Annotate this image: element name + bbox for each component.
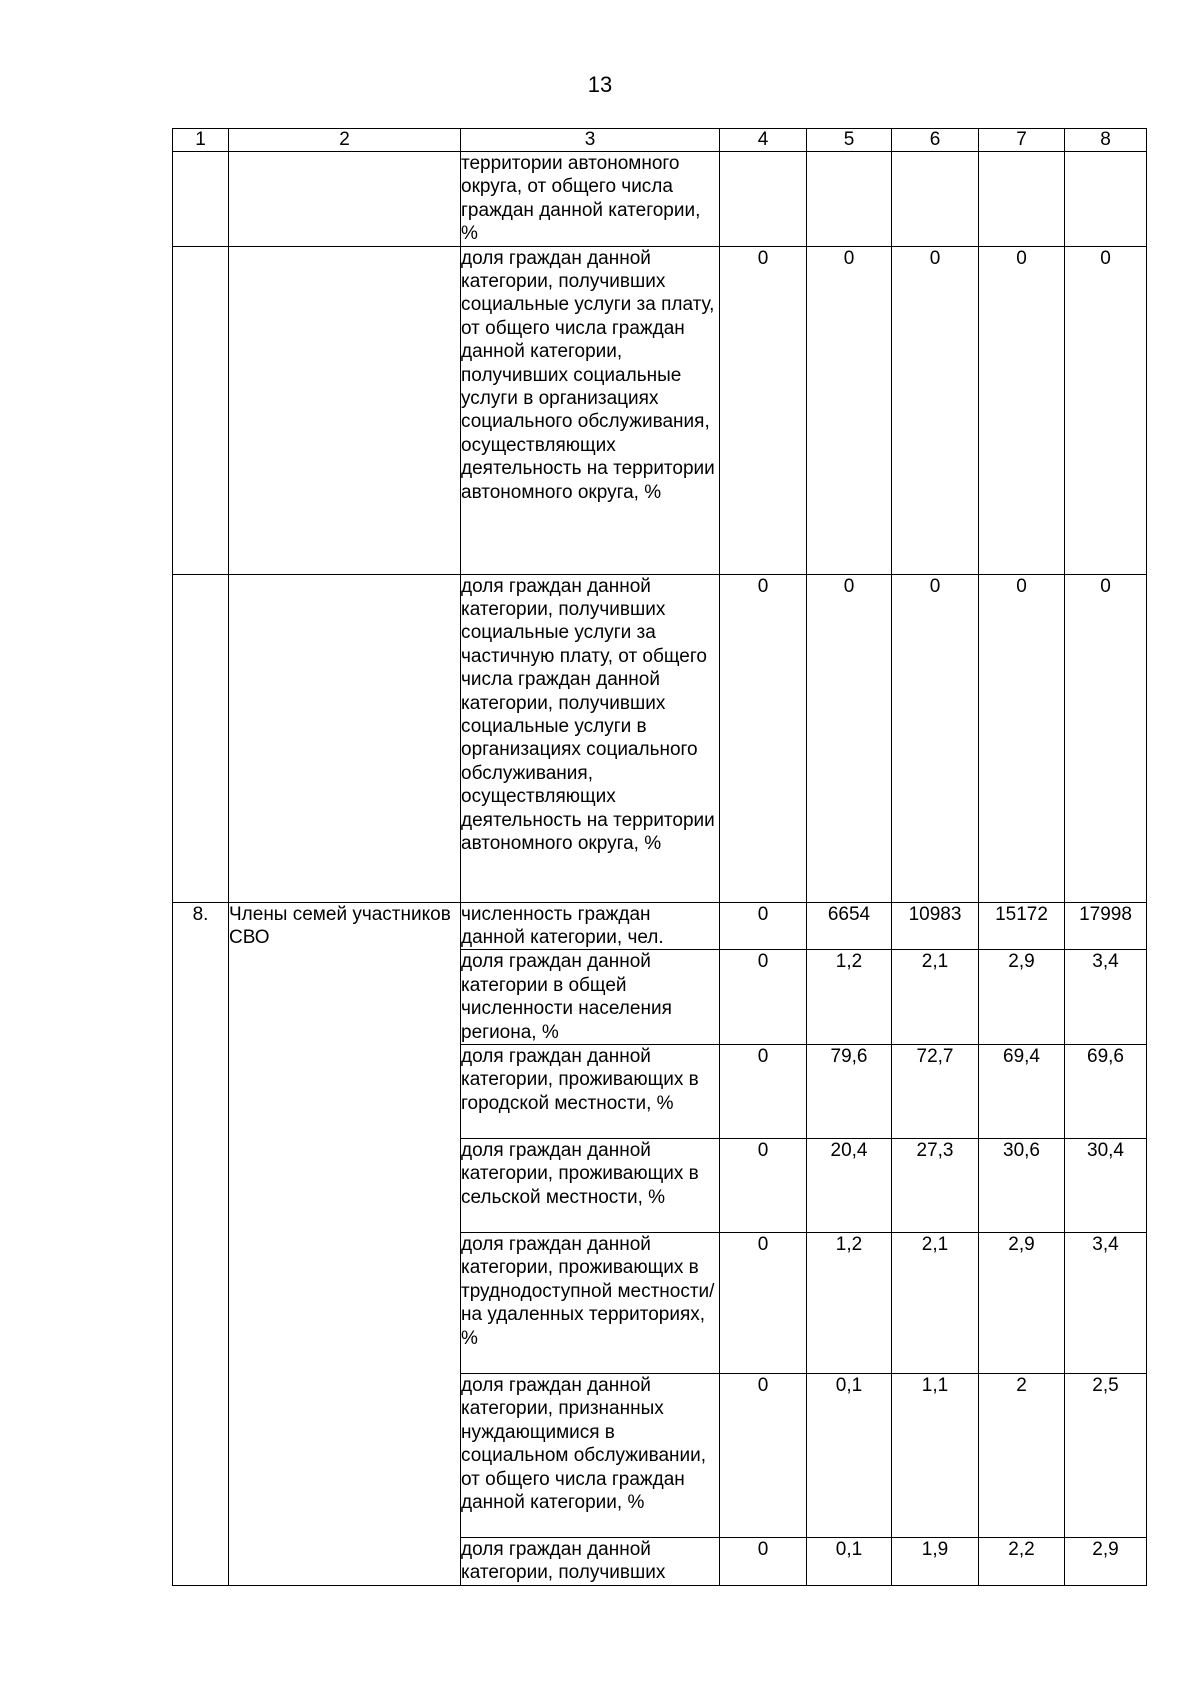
header-cell: 3 [461,129,720,152]
value-cell [807,152,892,247]
indicator-cell: доля граждан данной категории, получивших социальные услуги за частичную плату, от общего числа граждан данной категории, получивших социальные услуги в организациях социального обслуживания, осуществляющих деятельность на территории автономного округа, % [461,574,720,902]
header-cell: 4 [720,129,807,152]
value-cell: 2,9 [979,1233,1065,1374]
value-cell: 0 [1065,574,1147,902]
category-name-cell [229,574,461,902]
indicator-cell: доля граждан данной категории, проживающих в сельской местности, % [461,1139,720,1233]
indicator-cell: доля граждан данной категории, проживающих в городской местности, % [461,1045,720,1139]
value-cell: 2,9 [979,950,1065,1045]
value-cell: 0 [720,1374,807,1538]
header-cell: 5 [807,129,892,152]
row-number-cell [173,574,229,902]
table-row [173,246,1147,574]
header-cell: 8 [1065,129,1147,152]
indicator-cell: доля граждан данной категории, получивших социальные услуги за плату, от общего числа граждан данной категории, получивших социальные услуги в организациях социального обслуживания, осуществляющих деятельность на территории автономного округа, % [461,246,720,574]
value-cell: 2,9 [1065,1538,1147,1586]
value-cell: 0 [892,574,979,902]
indicator-cell: доля граждан данной категории в общей численности населения региона, % [461,950,720,1045]
table-row [173,574,1147,902]
value-cell: 3,4 [1065,1233,1147,1374]
row-number-cell: 8. [173,902,229,1585]
page-number: 13 [587,72,613,97]
value-cell: 0 [720,1139,807,1233]
value-cell: 0 [979,574,1065,902]
value-cell: 0 [979,246,1065,574]
value-cell [892,152,979,247]
category-name-cell [229,246,461,574]
value-cell: 1,1 [892,1374,979,1538]
value-cell: 10983 [892,902,979,950]
value-cell: 0 [807,574,892,902]
value-cell: 15172 [979,902,1065,950]
value-cell: 69,6 [1065,1045,1147,1139]
value-cell: 0 [1065,246,1147,574]
value-cell: 2,1 [892,950,979,1045]
indicator-cell: территории автономного округа, от общего числа граждан данной категории, % [461,152,720,247]
table-row [173,902,1147,950]
value-cell: 0 [720,246,807,574]
category-name-cell: Члены семей участников СВО [229,902,461,1585]
value-cell: 0 [807,246,892,574]
indicator-cell: доля граждан данной категории, проживающих в труднодоступной местности/на удаленных территориях, % [461,1233,720,1374]
value-cell [720,152,807,247]
value-cell: 0 [720,1045,807,1139]
value-cell: 1,2 [807,1233,892,1374]
value-cell: 3,4 [1065,950,1147,1045]
value-cell: 72,7 [892,1045,979,1139]
value-cell: 1,9 [892,1538,979,1586]
header-cell: 6 [892,129,979,152]
category-name-cell [229,152,461,247]
header-cell: 2 [229,129,461,152]
data-table [172,128,1147,1586]
indicator-cell: доля граждан данной категории, признанных нуждающимися в социальном обслуживании, от общего числа граждан данной категории, % [461,1374,720,1538]
value-cell: 1,2 [807,950,892,1045]
header-row [173,129,1147,152]
row-number-cell [173,246,229,574]
value-cell [1065,152,1147,247]
value-cell: 0,1 [807,1374,892,1538]
value-cell: 30,6 [979,1139,1065,1233]
value-cell: 17998 [1065,902,1147,950]
value-cell: 30,4 [1065,1139,1147,1233]
value-cell: 0 [720,574,807,902]
value-cell: 79,6 [807,1045,892,1139]
row-number-cell [173,152,229,247]
indicator-cell: численность граждан данной категории, чел. [461,902,720,950]
value-cell: 2,2 [979,1538,1065,1586]
value-cell: 20,4 [807,1139,892,1233]
value-cell: 0,1 [807,1538,892,1586]
value-cell: 2,5 [1065,1374,1147,1538]
table-row [173,152,1147,247]
value-cell [979,152,1065,247]
value-cell: 0 [720,1233,807,1374]
indicator-cell: доля граждан данной категории, получивших [461,1538,720,1586]
value-cell: 69,4 [979,1045,1065,1139]
value-cell: 2 [979,1374,1065,1538]
header-cell: 1 [173,129,229,152]
value-cell: 0 [720,902,807,950]
value-cell: 0 [720,950,807,1045]
value-cell: 0 [892,246,979,574]
value-cell: 6654 [807,902,892,950]
value-cell: 27,3 [892,1139,979,1233]
value-cell: 2,1 [892,1233,979,1374]
header-cell: 7 [979,129,1065,152]
value-cell: 0 [720,1538,807,1586]
